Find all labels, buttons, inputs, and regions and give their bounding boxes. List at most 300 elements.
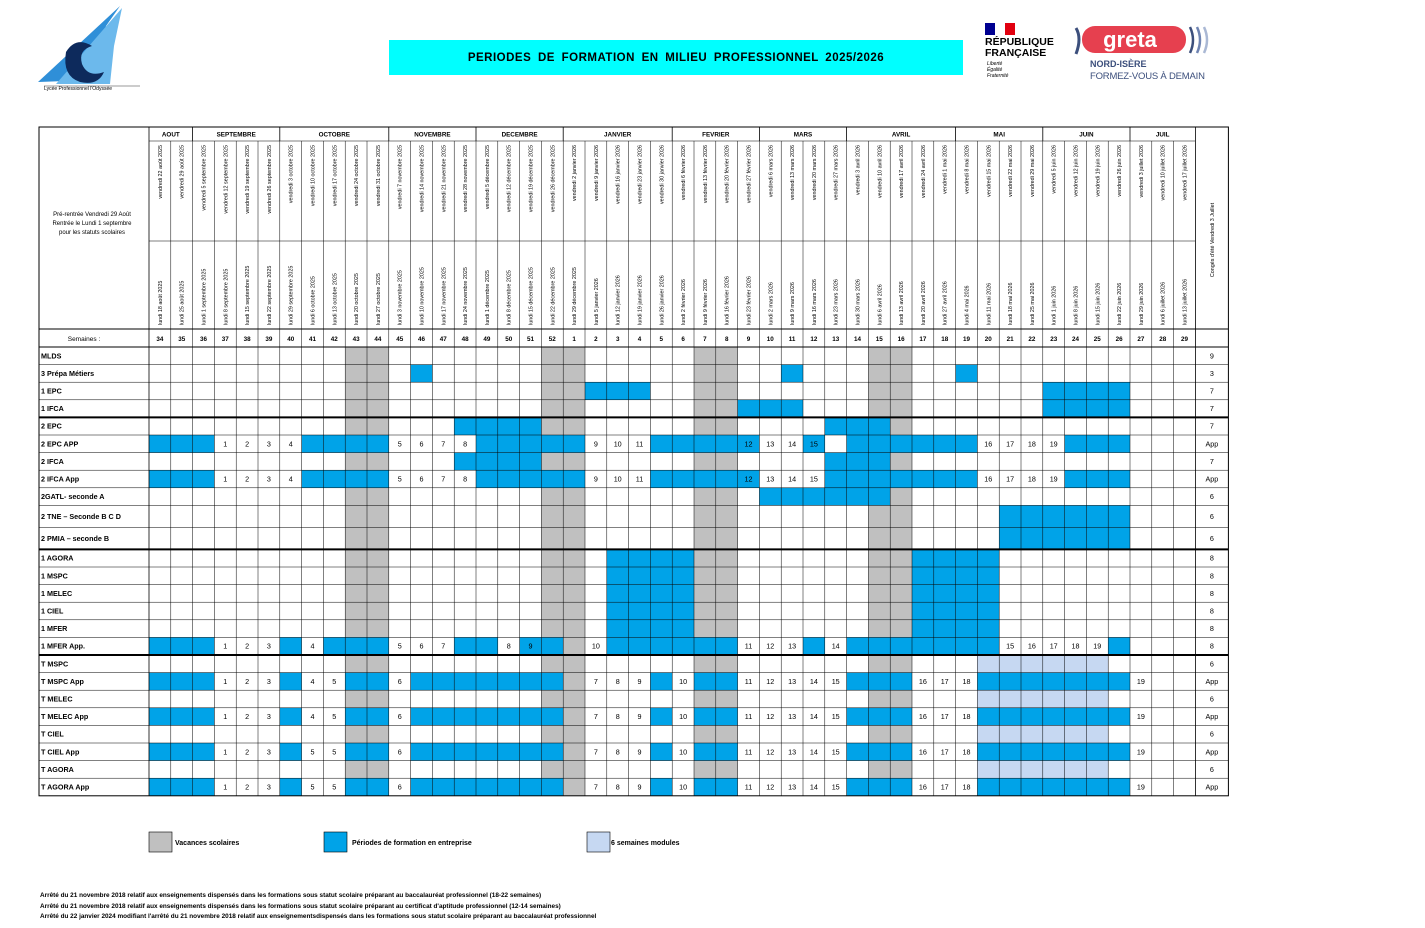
session-number: 3 xyxy=(266,474,271,484)
session-number: 14 xyxy=(809,747,818,757)
company-period-cell xyxy=(171,470,193,488)
company-period-cell xyxy=(912,435,934,453)
company-period-cell xyxy=(323,435,345,453)
session-number: 19 xyxy=(1136,676,1145,686)
company-period-cell xyxy=(934,637,956,655)
session-number: 2 xyxy=(245,747,250,757)
row-total: App xyxy=(1205,747,1219,757)
monday-date-label: lundi 4 mai 2026 xyxy=(964,285,971,325)
week-number: 37 xyxy=(221,336,229,343)
company-period-cell xyxy=(716,673,738,691)
company-period-cell xyxy=(890,637,912,655)
session-number: 5 xyxy=(397,474,402,484)
company-period-cell xyxy=(912,549,934,567)
friday-date-label: vendredi 5 décembre 2025 xyxy=(484,145,491,210)
intro-note: pour les statuts scolaires xyxy=(58,230,126,236)
session-number: 8 xyxy=(463,439,468,449)
company-period-cell xyxy=(498,778,520,796)
republique-francaise: RÉPUBLIQUE FRANÇAISE xyxy=(985,36,1054,59)
row-total: 8 xyxy=(1209,571,1214,581)
session-number: 5 xyxy=(332,712,337,722)
company-period-cell xyxy=(1065,527,1087,549)
row-label: T AGORA xyxy=(41,764,74,774)
monday-date-label: lundi 18 mai 2026 xyxy=(1008,282,1015,325)
company-period-cell xyxy=(672,549,694,567)
row-label: 1 MSPC xyxy=(41,571,68,581)
session-number: 11 xyxy=(744,747,753,757)
company-period-cell xyxy=(454,453,476,471)
monday-date-label: lundi 15 septembre 2025 xyxy=(245,265,252,325)
company-period-cell xyxy=(759,488,781,506)
monday-date-label: lundi 8 décembre 2025 xyxy=(506,270,513,325)
session-number: 18 xyxy=(1027,439,1036,449)
company-period-cell xyxy=(912,602,934,620)
company-period-cell xyxy=(345,743,367,761)
company-period-cell xyxy=(1065,400,1087,418)
module-week-cell xyxy=(1065,725,1087,743)
module-week-cell xyxy=(999,761,1021,779)
company-period-cell xyxy=(476,470,498,488)
friday-date-label: vendredi 27 mars 2026 xyxy=(833,145,840,201)
company-period-cell xyxy=(323,470,345,488)
company-period-cell xyxy=(847,435,869,453)
company-period-cell xyxy=(694,673,716,691)
session-number: 9 xyxy=(637,712,642,722)
company-period-cell xyxy=(541,673,563,691)
company-period-cell xyxy=(716,743,738,761)
legend-modules-swatch xyxy=(587,832,610,852)
note-line: Arrêté du 21 novembre 2018 relatif aux enseignements dispensés dans les formations sous statut scolaire préparant au certificat d'aptitude professionnel (12-14 semaines) xyxy=(40,902,561,910)
row-total: 6 xyxy=(1209,694,1214,704)
legend-vacation-label: Vacances scolaires xyxy=(175,840,240,847)
session-number: 13 xyxy=(788,782,797,792)
company-period-cell xyxy=(1065,505,1087,527)
company-period-cell xyxy=(367,470,389,488)
company-period-cell xyxy=(607,637,629,655)
session-number: 9 xyxy=(593,474,598,484)
module-week-cell xyxy=(977,655,999,673)
session-number: 4 xyxy=(310,641,315,651)
company-period-cell xyxy=(999,673,1021,691)
monday-date-label: lundi 29 juin 2026 xyxy=(1138,282,1145,325)
company-period-cell xyxy=(193,778,215,796)
company-period-cell xyxy=(432,708,454,726)
company-period-cell xyxy=(1043,400,1065,418)
company-period-cell xyxy=(977,778,999,796)
friday-date-label: vendredi 19 septembre 2025 xyxy=(245,145,252,214)
company-period-cell xyxy=(868,417,890,435)
company-period-cell xyxy=(934,602,956,620)
friday-date-label: vendredi 19 décembre 2025 xyxy=(528,145,535,213)
session-number: 16 xyxy=(984,474,993,484)
company-period-cell xyxy=(672,585,694,603)
session-number: 16 xyxy=(984,439,993,449)
company-period-cell xyxy=(1086,673,1108,691)
week-number: 18 xyxy=(941,336,949,343)
week-number: 8 xyxy=(724,336,729,343)
company-period-cell xyxy=(650,778,672,796)
session-number: 16 xyxy=(918,782,927,792)
row-total: App xyxy=(1205,474,1219,484)
company-period-cell xyxy=(847,453,869,471)
session-number: 3 xyxy=(266,747,271,757)
row-total: 6 xyxy=(1209,511,1214,521)
company-period-cell xyxy=(934,567,956,585)
session-number: 17 xyxy=(940,676,949,686)
company-period-cell xyxy=(1108,778,1130,796)
company-period-cell xyxy=(1108,708,1130,726)
row-label: 2 EPC xyxy=(41,421,62,431)
week-number: 14 xyxy=(853,336,862,343)
week-number: 9 xyxy=(746,336,751,343)
week-number: 5 xyxy=(659,336,664,343)
session-number: 4 xyxy=(288,474,293,484)
company-period-cell xyxy=(716,637,738,655)
company-period-cell xyxy=(607,602,629,620)
module-week-cell xyxy=(1021,690,1043,708)
company-period-cell xyxy=(498,743,520,761)
session-number: 19 xyxy=(1136,782,1145,792)
month-label: NOVEMBRE xyxy=(414,131,451,139)
session-number: 5 xyxy=(397,641,402,651)
company-period-cell xyxy=(999,743,1021,761)
row-label: 1 CIEL xyxy=(41,606,64,616)
row-label: 2 PMIA – seconde B xyxy=(41,533,110,543)
week-number: 46 xyxy=(417,336,426,343)
friday-date-label: vendredi 17 octobre 2025 xyxy=(332,145,339,207)
week-number: 24 xyxy=(1071,336,1080,343)
monday-date-label: lundi 22 juin 2026 xyxy=(1117,282,1124,325)
summer-note: Congés d'été Vendredi 3 Juillet xyxy=(1209,202,1216,278)
session-number: 8 xyxy=(506,641,511,651)
friday-date-label: vendredi 26 septembre 2025 xyxy=(266,145,273,214)
company-period-cell xyxy=(520,417,542,435)
session-number: 18 xyxy=(962,712,971,722)
company-period-cell xyxy=(367,435,389,453)
company-period-cell xyxy=(367,778,389,796)
company-period-cell xyxy=(432,673,454,691)
company-period-cell xyxy=(432,743,454,761)
company-period-cell xyxy=(890,673,912,691)
company-period-cell xyxy=(1021,708,1043,726)
company-period-cell xyxy=(1021,778,1043,796)
company-period-cell xyxy=(1043,778,1065,796)
row-label: MLDS xyxy=(41,351,62,361)
vacation-column xyxy=(694,347,716,796)
company-period-cell xyxy=(868,708,890,726)
company-period-cell xyxy=(541,778,563,796)
friday-date-label: vendredi 22 août 2025 xyxy=(157,145,164,199)
session-number: 10 xyxy=(613,439,622,449)
company-period-cell xyxy=(411,778,433,796)
module-week-cell xyxy=(1086,655,1108,673)
company-period-cell xyxy=(520,453,542,471)
module-week-cell xyxy=(999,690,1021,708)
company-period-cell xyxy=(999,708,1021,726)
session-number: 15 xyxy=(831,712,840,722)
friday-date-label: vendredi 13 mars 2026 xyxy=(790,145,797,201)
company-period-cell xyxy=(498,435,520,453)
session-number: 10 xyxy=(679,747,688,757)
company-period-cell xyxy=(520,470,542,488)
company-period-cell xyxy=(672,602,694,620)
session-number: 12 xyxy=(766,782,775,792)
session-number: 7 xyxy=(441,641,446,651)
company-period-cell xyxy=(890,435,912,453)
session-number: 16 xyxy=(918,747,927,757)
session-number: 19 xyxy=(1136,712,1145,722)
company-period-cell xyxy=(345,673,367,691)
week-number: 43 xyxy=(352,336,360,343)
week-number: 6 xyxy=(681,336,685,343)
session-number: 6 xyxy=(419,641,424,651)
week-number: 20 xyxy=(984,336,992,343)
friday-date-label: vendredi 19 juin 2026 xyxy=(1095,145,1102,197)
row-label: 2 IFCA App xyxy=(41,474,80,484)
company-period-cell xyxy=(847,470,869,488)
company-period-cell xyxy=(367,743,389,761)
friday-date-label: vendredi 5 juin 2026 xyxy=(1051,145,1058,194)
friday-date-label: vendredi 17 juillet 2026 xyxy=(1182,145,1189,201)
module-week-cell xyxy=(1043,761,1065,779)
session-number: 8 xyxy=(615,782,620,792)
session-number: 4 xyxy=(310,676,315,686)
company-period-cell xyxy=(650,743,672,761)
session-number: 3 xyxy=(266,676,271,686)
friday-date-label: vendredi 27 février 2026 xyxy=(746,145,753,204)
company-period-cell xyxy=(672,637,694,655)
row-total: 8 xyxy=(1209,641,1214,651)
session-number: 11 xyxy=(635,474,644,484)
legend-company-label: Périodes de formation en entreprise xyxy=(352,840,472,847)
friday-date-label: vendredi 6 février 2026 xyxy=(681,145,688,201)
session-number: 11 xyxy=(744,782,753,792)
company-period-cell xyxy=(280,743,302,761)
monday-date-label: lundi 13 juillet 2026 xyxy=(1182,278,1189,325)
module-week-cell xyxy=(1065,690,1087,708)
row-label: T MSPC xyxy=(41,659,69,669)
company-period-cell xyxy=(149,470,171,488)
row-total: 7 xyxy=(1209,456,1214,466)
company-period-cell xyxy=(541,470,563,488)
company-period-cell xyxy=(650,567,672,585)
row-label: 1 MFER App. xyxy=(41,641,86,651)
company-period-cell xyxy=(454,743,476,761)
company-period-cell xyxy=(345,435,367,453)
company-period-cell xyxy=(193,708,215,726)
vacation-column xyxy=(868,347,890,796)
company-period-cell xyxy=(411,673,433,691)
session-number: 8 xyxy=(615,747,620,757)
session-number: 12 xyxy=(744,474,753,484)
module-week-cell xyxy=(1043,655,1065,673)
company-period-cell xyxy=(977,620,999,638)
company-period-cell xyxy=(868,673,890,691)
company-period-cell xyxy=(956,637,978,655)
company-period-cell xyxy=(541,708,563,726)
company-period-cell xyxy=(912,637,934,655)
company-period-cell xyxy=(149,673,171,691)
friday-date-label: vendredi 3 octobre 2025 xyxy=(288,145,295,204)
friday-date-label: vendredi 9 janvier 2026 xyxy=(593,145,600,202)
company-period-cell xyxy=(977,743,999,761)
session-number: 7 xyxy=(593,782,598,792)
friday-date-label: vendredi 29 mai 2026 xyxy=(1029,145,1036,197)
company-period-cell xyxy=(1086,400,1108,418)
vacation-column xyxy=(367,347,389,796)
session-number: 13 xyxy=(788,676,797,686)
week-number: 28 xyxy=(1159,336,1167,343)
row-total: 3 xyxy=(1209,368,1214,378)
company-period-cell xyxy=(280,708,302,726)
monday-date-label: lundi 23 février 2026 xyxy=(746,276,753,325)
company-period-cell xyxy=(607,549,629,567)
monday-date-label: lundi 18 août 2025 xyxy=(157,280,164,325)
company-period-cell xyxy=(1065,470,1087,488)
session-number: 10 xyxy=(679,676,688,686)
session-number: 3 xyxy=(266,782,271,792)
company-period-cell xyxy=(694,708,716,726)
session-number: 1 xyxy=(223,747,228,757)
company-period-cell xyxy=(476,673,498,691)
company-period-cell xyxy=(977,549,999,567)
company-period-cell xyxy=(847,743,869,761)
session-number: 6 xyxy=(397,747,402,757)
company-period-cell xyxy=(956,470,978,488)
company-period-cell xyxy=(1065,382,1087,400)
session-number: 12 xyxy=(744,439,753,449)
page-title: PERIODES DE FORMATION EN MILIEU PROFESSIONNEL 2025/2026 xyxy=(467,51,885,64)
company-period-cell xyxy=(476,637,498,655)
company-period-cell xyxy=(1086,382,1108,400)
session-number: 14 xyxy=(788,474,797,484)
company-period-cell xyxy=(563,470,585,488)
company-period-cell xyxy=(1108,743,1130,761)
company-period-cell xyxy=(607,620,629,638)
company-period-cell xyxy=(847,417,869,435)
company-period-cell xyxy=(694,470,716,488)
friday-date-label: vendredi 6 mars 2026 xyxy=(768,145,775,198)
company-period-cell xyxy=(629,620,651,638)
week-number: 16 xyxy=(897,336,905,343)
company-period-cell xyxy=(411,365,433,383)
company-period-cell xyxy=(934,549,956,567)
monday-date-label: lundi 1 juin 2026 xyxy=(1051,285,1058,325)
company-period-cell xyxy=(1043,382,1065,400)
company-period-cell xyxy=(847,673,869,691)
company-period-cell xyxy=(280,778,302,796)
company-period-cell xyxy=(956,585,978,603)
company-period-cell xyxy=(847,637,869,655)
company-period-cell xyxy=(781,365,803,383)
company-period-cell xyxy=(934,620,956,638)
session-number: 18 xyxy=(962,676,971,686)
row-total: App xyxy=(1205,439,1219,449)
monday-date-label: lundi 17 novembre 2025 xyxy=(441,267,448,325)
friday-date-label: vendredi 22 mai 2026 xyxy=(1008,145,1015,197)
friday-date-label: vendredi 31 octobre 2025 xyxy=(375,145,382,207)
company-period-cell xyxy=(1043,673,1065,691)
session-number: 7 xyxy=(593,712,598,722)
session-number: 13 xyxy=(788,712,797,722)
republique-devise: Liberté Égalité Fraternité xyxy=(987,61,1009,79)
company-period-cell xyxy=(171,743,193,761)
legend-vacation-swatch xyxy=(149,832,172,852)
monday-date-label: lundi 22 décembre 2025 xyxy=(550,267,557,325)
company-period-cell xyxy=(1108,505,1130,527)
row-total: 9 xyxy=(1209,351,1214,361)
row-total: 6 xyxy=(1209,729,1214,739)
week-number: 35 xyxy=(178,336,186,343)
company-period-cell xyxy=(1108,673,1130,691)
company-period-cell xyxy=(193,435,215,453)
company-period-cell xyxy=(890,778,912,796)
row-total: 7 xyxy=(1209,404,1214,414)
company-period-cell xyxy=(345,470,367,488)
company-period-cell xyxy=(956,620,978,638)
monday-date-label: lundi 9 février 2026 xyxy=(702,279,709,325)
monday-date-label: lundi 8 juin 2026 xyxy=(1073,285,1080,325)
company-period-cell xyxy=(629,585,651,603)
session-number: 2 xyxy=(245,782,250,792)
company-period-cell xyxy=(977,585,999,603)
company-period-cell xyxy=(868,435,890,453)
company-period-cell xyxy=(650,585,672,603)
company-period-cell xyxy=(432,778,454,796)
friday-date-label: vendredi 26 décembre 2025 xyxy=(550,145,557,213)
company-period-cell xyxy=(694,637,716,655)
week-number: 49 xyxy=(483,336,491,343)
company-period-cell xyxy=(280,637,302,655)
week-number: 11 xyxy=(788,336,796,343)
friday-date-label: vendredi 20 mars 2026 xyxy=(811,145,818,201)
company-period-cell xyxy=(868,778,890,796)
company-period-cell xyxy=(193,743,215,761)
note-line: Arrêté du 21 novembre 2018 relatif aux enseignements dispensés dans les formations sous statut scolaire préparant au baccalauréat professionnel (18-22 semaines) xyxy=(40,892,542,899)
session-number: 12 xyxy=(766,641,775,651)
week-number: 50 xyxy=(505,336,513,343)
company-period-cell xyxy=(1086,470,1108,488)
module-week-cell xyxy=(1021,655,1043,673)
company-period-cell xyxy=(520,778,542,796)
company-period-cell xyxy=(694,435,716,453)
company-period-cell xyxy=(149,435,171,453)
company-period-cell xyxy=(977,637,999,655)
week-number: 38 xyxy=(243,336,251,343)
row-total: 7 xyxy=(1209,421,1214,431)
monday-date-label: lundi 24 novembre 2025 xyxy=(463,267,470,325)
company-period-cell xyxy=(847,488,869,506)
monday-date-label: lundi 2 février 2026 xyxy=(681,279,688,325)
company-period-cell xyxy=(912,470,934,488)
week-number: 29 xyxy=(1180,336,1189,343)
friday-date-label: vendredi 20 février 2026 xyxy=(724,145,731,204)
friday-date-label: vendredi 16 janvier 2026 xyxy=(615,145,622,205)
company-period-cell xyxy=(498,708,520,726)
monday-date-label: lundi 2 mars 2026 xyxy=(768,282,775,325)
company-period-cell xyxy=(1021,743,1043,761)
friday-date-label: vendredi 28 novembre 2025 xyxy=(463,144,470,213)
friday-date-label: vendredi 14 novembre 2025 xyxy=(419,145,426,213)
friday-date-label: vendredi 12 septembre 2025 xyxy=(223,144,230,214)
company-period-cell xyxy=(672,567,694,585)
regulation-notes xyxy=(40,891,596,923)
row-total: 6 xyxy=(1209,764,1214,774)
row-total: 6 xyxy=(1209,659,1214,669)
session-number: 1 xyxy=(223,676,228,686)
monday-date-label: lundi 9 mars 2026 xyxy=(790,282,797,325)
company-period-cell xyxy=(149,637,171,655)
